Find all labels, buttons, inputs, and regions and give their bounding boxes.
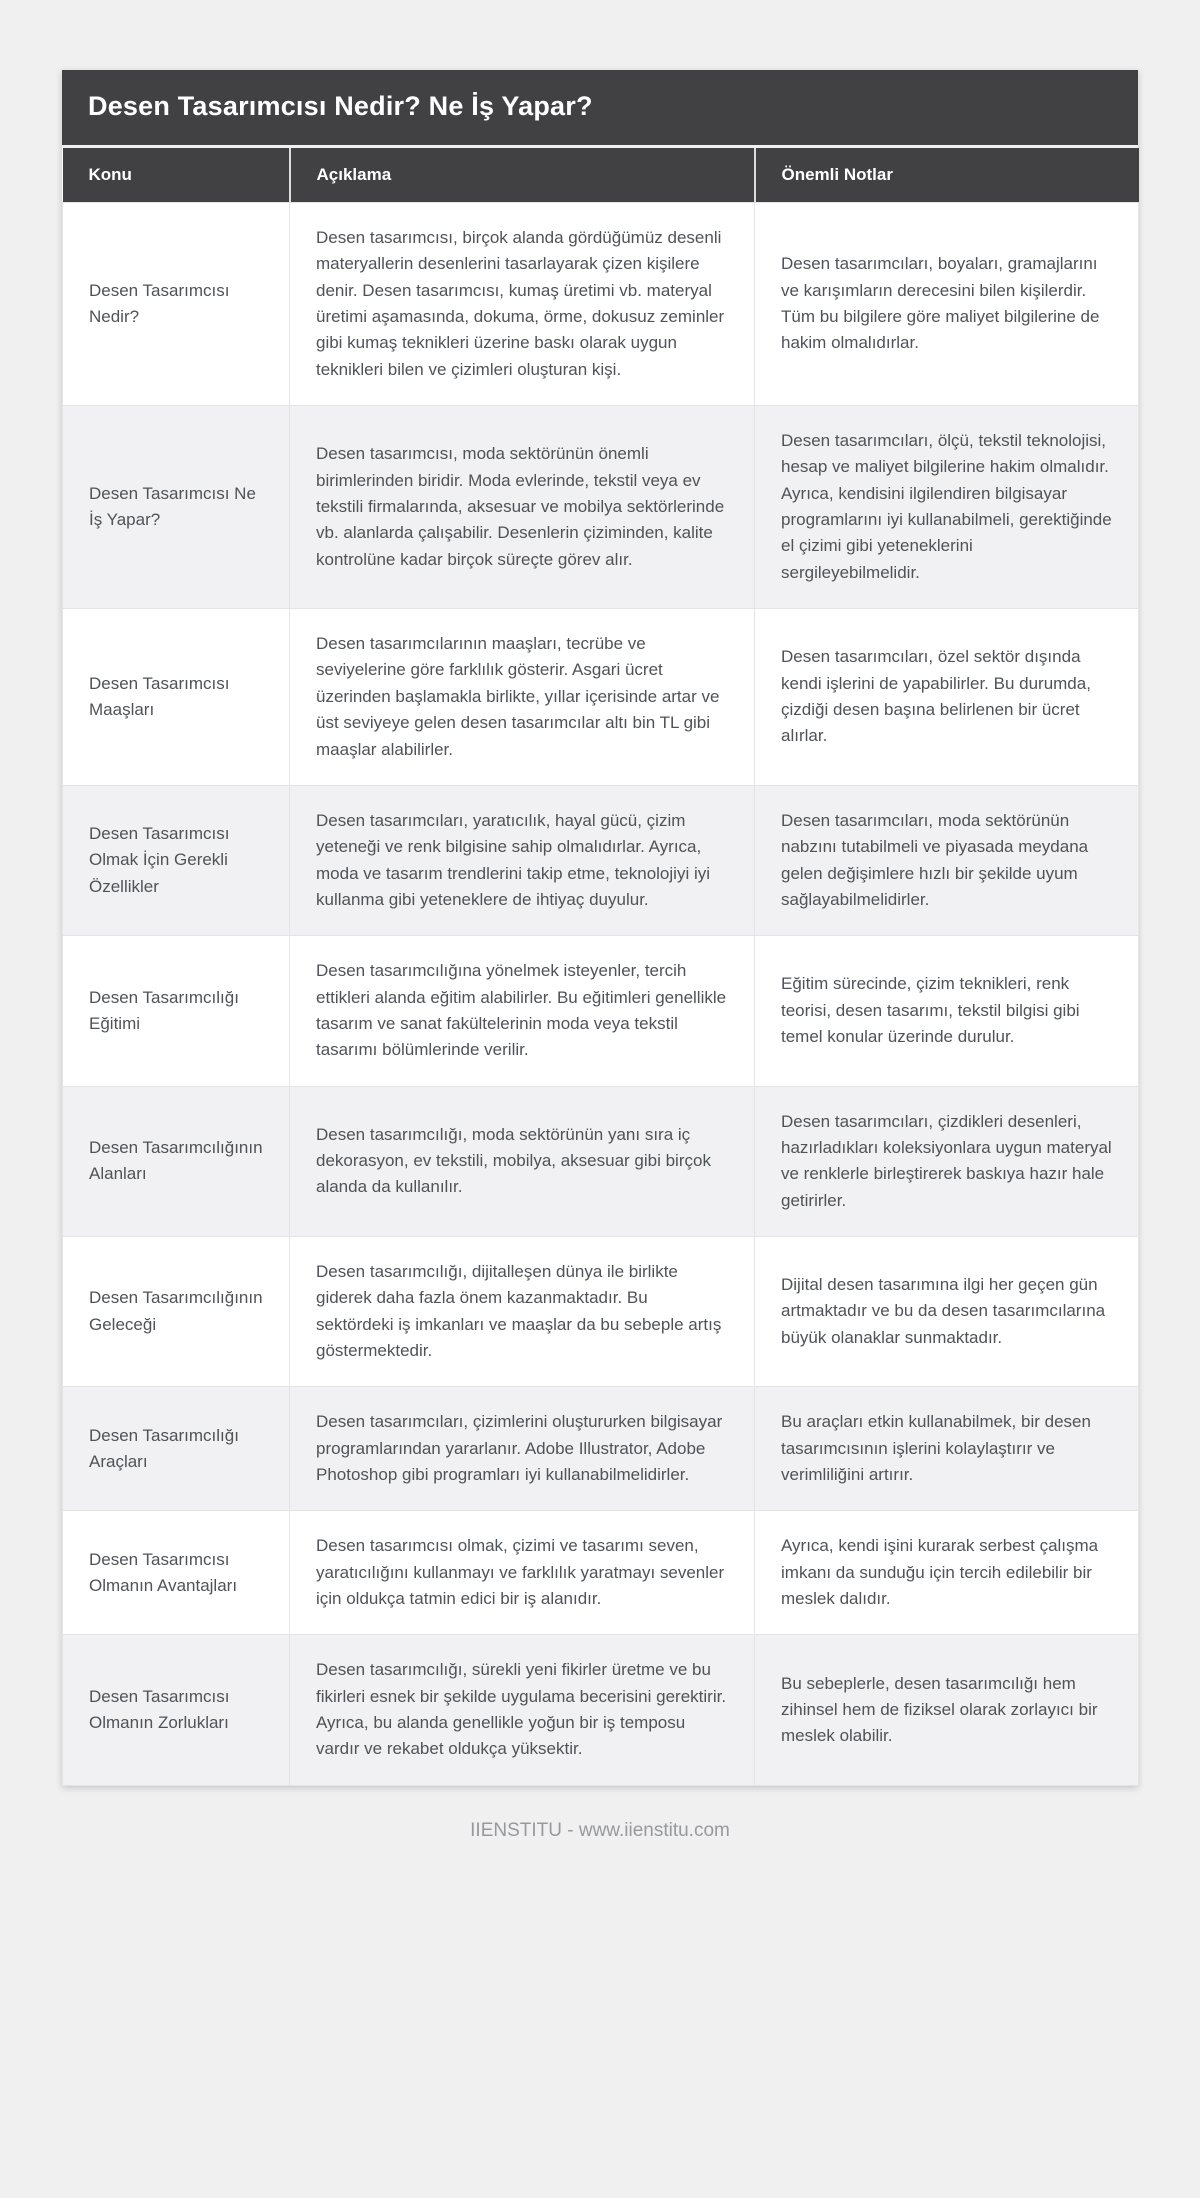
table-row [63, 1086, 1139, 1236]
info-table [62, 148, 1139, 1786]
table-header-row [63, 148, 1139, 203]
notes-cell: Desen tasarımcıları, ölçü, tekstil teknolojisi, hesap ve maliyet bilgilerine hakim olmalıdır. Ayrıca, kendisini ilgilendiren bilgisayar programlarını iyi kullanabilmeli, gerektiğinde el çizimi gibi yeteneklerini sergileyebilmelidir. [755, 406, 1139, 609]
table-row [63, 936, 1139, 1086]
footer-branding: IIENSTITU - www.iienstitu.com [470, 1819, 730, 1841]
description-cell: Desen tasarımcılığı, sürekli yeni fikirler üretme ve bu fikirleri esnek bir şekilde uygulama becerisini gerektirir. Ayrıca, bu alanda genellikle yoğun bir iş temposu vardır ve rekabet oldukça yüksektir. [290, 1635, 755, 1785]
topic-cell: Desen Tasarımcısı Ne İş Yapar? [63, 406, 290, 609]
description-cell: Desen tasarımcılığı, dijitalleşen dünya ile birlikte giderek daha fazla önem kazanmaktadır. Bu sektördeki iş imkanları ve maaşlar da bu sebeple artış göstermektedir. [290, 1236, 755, 1386]
notes-cell: Desen tasarımcıları, boyaları, gramajlarını ve karışımların derecesini bilen kişilerdir. Tüm bu bilgilere göre maliyet bilgilerine de hakim olmalıdırlar. [755, 203, 1139, 406]
notes-cell: Bu sebeplerle, desen tasarımcılığı hem zihinsel hem de fiziksel olarak zorlayıcı bir meslek olabilir. [755, 1635, 1139, 1785]
column-header-aciklama: Açıklama [290, 148, 755, 203]
topic-cell: Desen Tasarımcısı Olmanın Avantajları [63, 1511, 290, 1635]
topic-cell: Desen Tasarımcılığının Alanları [63, 1086, 290, 1236]
notes-cell: Dijital desen tasarımına ilgi her geçen gün artmaktadır ve bu da desen tasarımcılarına büyük olanaklar sunmaktadır. [755, 1236, 1139, 1386]
notes-cell: Bu araçları etkin kullanabilmek, bir desen tasarımcısının işlerini kolaylaştırır ve verimliliğini artırır. [755, 1387, 1139, 1511]
table-row [63, 1387, 1139, 1511]
notes-cell: Desen tasarımcıları, çizdikleri desenleri, hazırladıkları koleksiyonlara uygun materyal ve renklerle birleştirerek baskıya hazır hale getirirler. [755, 1086, 1139, 1236]
topic-cell: Desen Tasarımcılığı Eğitimi [63, 936, 290, 1086]
description-cell: Desen tasarımcısı, birçok alanda gördüğümüz desenli materyallerin desenlerini tasarlayarak çizen kişilere denir. Desen tasarımcısı, kumaş üretimi vb. materyal üretimi aşamasında, dokuma, örme, dokusuz zeminler gibi kumaş teknikleri üzerine baskı olarak uygun teknikleri bilen ve çizimleri oluşturan kişi. [290, 203, 755, 406]
description-cell: Desen tasarımcıları, yaratıcılık, hayal gücü, çizim yeteneği ve renk bilgisine sahip olmalıdırlar. Ayrıca, moda ve tasarım trendlerini takip etme, teknolojiyi iyi kullanma gibi yeteneklere de ihtiyaç duyulur. [290, 785, 755, 935]
topic-cell: Desen Tasarımcısı Maaşları [63, 609, 290, 786]
column-header-onemli-notlar: Önemli Notlar [755, 148, 1139, 203]
table-row [63, 1511, 1139, 1635]
table-row [63, 406, 1139, 609]
topic-cell: Desen Tasarımcısı Olmak İçin Gerekli Özellikler [63, 785, 290, 935]
topic-cell: Desen Tasarımcılığı Araçları [63, 1387, 290, 1511]
description-cell: Desen tasarımcısı, moda sektörünün önemli birimlerinden biridir. Moda evlerinde, tekstil veya ev tekstili firmalarında, aksesuar ve mobilya sektörlerinde vb. alanlarda çalışabilir. Desenlerin çiziminden, kalite kontrolüne kadar birçok süreçte görev alır. [290, 406, 755, 609]
notes-cell: Desen tasarımcıları, özel sektör dışında kendi işlerini de yapabilirler. Bu durumda, çizdiği desen başına belirlenen bir ücret alırlar. [755, 609, 1139, 786]
table-row [63, 203, 1139, 406]
page-title: Desen Tasarımcısı Nedir? Ne İş Yapar? [62, 70, 1138, 145]
table-row [63, 785, 1139, 935]
notes-cell: Eğitim sürecinde, çizim teknikleri, renk teorisi, desen tasarımı, tekstil bilgisi gibi temel konular üzerinde durulur. [755, 936, 1139, 1086]
description-cell: Desen tasarımcılığı, moda sektörünün yanı sıra iç dekorasyon, ev tekstili, mobilya, aksesuar gibi birçok alanda da kullanılır. [290, 1086, 755, 1236]
column-header-konu: Konu [63, 148, 290, 203]
content-card [62, 70, 1138, 1786]
description-cell: Desen tasarımcıları, çizimlerini oluştururken bilgisayar programlarından yararlanır. Adobe Illustrator, Adobe Photoshop gibi programları iyi kullanabilmelidirler. [290, 1387, 755, 1511]
description-cell: Desen tasarımcısı olmak, çizimi ve tasarımı seven, yaratıcılığını kullanmayı ve farklılık yaratmayı sevenler için oldukça tatmin edici bir iş alanıdır. [290, 1511, 755, 1635]
description-cell: Desen tasarımcılığına yönelmek isteyenler, tercih ettikleri alanda eğitim alabilirler. Bu eğitimleri genellikle tasarım ve sanat fakültelerinin moda veya tekstil tasarımı bölümlerinde verilir. [290, 936, 755, 1086]
table-row [63, 1236, 1139, 1386]
notes-cell: Desen tasarımcıları, moda sektörünün nabzını tutabilmeli ve piyasada meydana gelen değişimlere hızlı bir şekilde uyum sağlayabilmelidirler. [755, 785, 1139, 935]
table-row [63, 1635, 1139, 1785]
topic-cell: Desen Tasarımcısı Olmanın Zorlukları [63, 1635, 290, 1785]
notes-cell: Ayrıca, kendi işini kurarak serbest çalışma imkanı da sunduğu için tercih edilebilir bir meslek dalıdır. [755, 1511, 1139, 1635]
description-cell: Desen tasarımcılarının maaşları, tecrübe ve seviyelerine göre farklılık gösterir. Asgari ücret üzerinden başlamakla birlikte, yıllar içerisinde artar ve üst seviyeye gelen desen tasarımcılar altı bin TL gibi maaşlar alabilirler. [290, 609, 755, 786]
topic-cell: Desen Tasarımcısı Nedir? [63, 203, 290, 406]
topic-cell: Desen Tasarımcılığının Geleceği [63, 1236, 290, 1386]
table-row [63, 609, 1139, 786]
